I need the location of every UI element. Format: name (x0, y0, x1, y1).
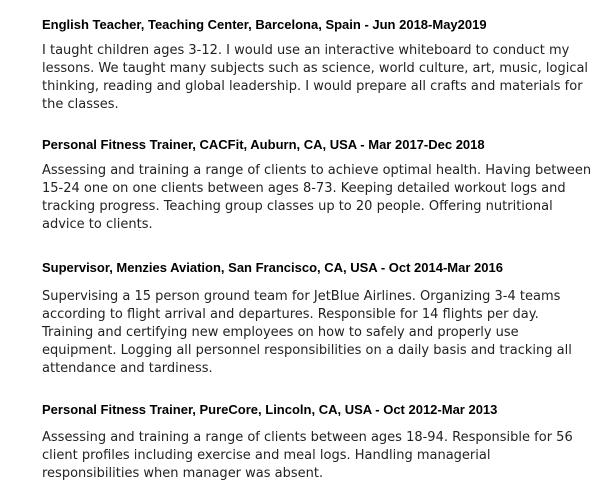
job-description (42, 162, 592, 234)
job-title: English Teacher, Teaching Center, Barcelona, Spain - Jun 2018-May2019 (42, 17, 487, 32)
job-title: Supervisor, Menzies Aviation, San Francisco, CA, USA - Oct 2014-Mar 2016 (42, 260, 503, 275)
description-line: Supervising a 15 person ground team for JetBlue Airlines. Organizing 3-4 teams (42, 289, 561, 304)
description-line: I taught children ages 3-12. I would use an interactive whiteboard to conduct my (42, 43, 570, 58)
description-line: thinking, reading and global leadership. I would prepare all crafts and materials for (42, 79, 583, 94)
description-line: the classes. (42, 97, 119, 112)
job-title: Personal Fitness Trainer, CACFit, Auburn, CA, USA - Mar 2017-Dec 2018 (42, 137, 485, 152)
description-line: Assessing and training a range of clients to achieve optimal health. Having between (42, 163, 592, 178)
description-line: 15-24 one on one clients between ages 8-73. Keeping detailed workout logs and (42, 181, 566, 196)
description-line: advice to clients. (42, 217, 153, 232)
description-line: Training and certifying new employees on how to safely and properly use (42, 325, 519, 340)
job-description (42, 429, 587, 483)
description-line: attendance and tardiness. (42, 361, 213, 376)
description-line: equipment. Logging all personnel responsibilities on a daily basis and tracking all (42, 343, 572, 358)
job-description (42, 288, 587, 378)
job-description (42, 42, 587, 114)
experience-entry (42, 260, 587, 378)
experience-entry (42, 17, 587, 114)
description-line: Assessing and training a range of clients between ages 18-94. Responsible for 56 (42, 430, 573, 445)
description-line: according to flight arrival and departures. Responsible for 14 flights per day. (42, 307, 539, 322)
description-line: client profiles including exercise and meal logs. Handling managerial (42, 448, 491, 463)
experience-entry (42, 137, 592, 234)
job-title: Personal Fitness Trainer, PureCore, Lincoln, CA, USA - Oct 2012-Mar 2013 (42, 402, 498, 417)
experience-entry (42, 402, 587, 483)
description-line: tracking progress. Teaching group classes up to 20 people. Offering nutritional (42, 199, 553, 214)
description-line: responsibilities when manager was absent. (42, 466, 324, 481)
description-line: lessons. We taught many subjects such as science, world culture, art, music, logical (42, 61, 589, 76)
